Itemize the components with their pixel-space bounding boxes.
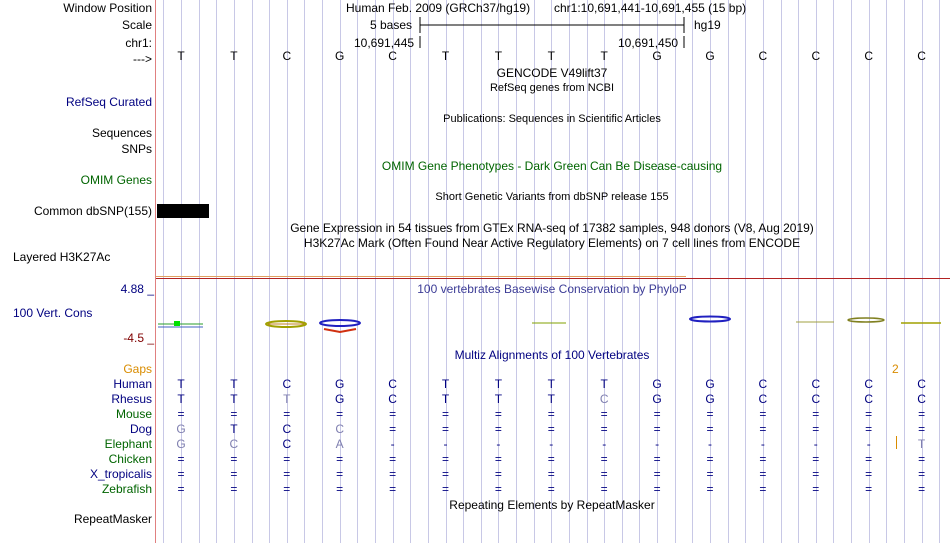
alignment-base: = bbox=[441, 407, 449, 421]
sequence-base: T bbox=[547, 49, 555, 63]
alignment-base: - bbox=[708, 437, 712, 451]
vert-cons-label[interactable]: 100 Vert. Cons bbox=[13, 306, 93, 320]
alignment-base: = bbox=[547, 422, 555, 436]
alignment-base: - bbox=[390, 437, 395, 451]
alignment-base: = bbox=[494, 482, 502, 496]
conservation-max-label: 4.88 _ bbox=[120, 282, 154, 296]
gaps-value: 2 bbox=[892, 362, 899, 376]
alignment-base: = bbox=[441, 482, 449, 496]
alignment-base: = bbox=[865, 482, 873, 496]
alignment-base: = bbox=[494, 452, 502, 466]
alignment-base: G bbox=[705, 377, 715, 391]
alignment-base: - bbox=[760, 437, 765, 451]
sequence-base: C bbox=[811, 49, 821, 63]
alignment-base: = bbox=[653, 452, 661, 466]
sequence-base: T bbox=[600, 49, 608, 63]
alignment-base: = bbox=[389, 467, 397, 481]
species-label-human[interactable]: Human bbox=[113, 377, 152, 391]
alignment-base: = bbox=[706, 452, 714, 466]
sequence-base: C bbox=[388, 49, 397, 63]
alignment-base: = bbox=[653, 467, 661, 481]
alignment-base: T bbox=[230, 392, 238, 406]
gtex-title: Gene Expression in 54 tissues from GTEx RNA-seq of 17382 samples, 948 donors (V8, Aug 2019) bbox=[290, 221, 814, 235]
alignment-base: - bbox=[496, 437, 501, 451]
sequence-base: T bbox=[441, 49, 450, 63]
alignment-base: = bbox=[547, 482, 555, 496]
alignment-base: = bbox=[389, 407, 397, 421]
alignment-base: = bbox=[812, 422, 820, 436]
alignment-base: T bbox=[547, 377, 555, 391]
alignment-base: = bbox=[177, 407, 185, 421]
alignment-base: = bbox=[812, 407, 820, 421]
alignment-base: = bbox=[706, 407, 714, 421]
alignment-base: = bbox=[389, 422, 397, 436]
position-text: chr1:10,691,441-10,691,455 (15 bp) bbox=[554, 1, 747, 15]
sequence-base: C bbox=[917, 49, 926, 63]
alignment-base: = bbox=[230, 482, 238, 496]
alignment-base: C bbox=[229, 437, 239, 451]
multiz-title: Multiz Alignments of 100 Vertebrates bbox=[454, 348, 650, 362]
alignment-base: = bbox=[283, 467, 291, 481]
common-dbsnp-label[interactable]: Common dbSNP(155) bbox=[33, 204, 152, 218]
alignment-base: C bbox=[811, 392, 821, 406]
alignment-base: = bbox=[812, 452, 820, 466]
alignment-base: C bbox=[335, 422, 345, 436]
alignment-base: = bbox=[230, 467, 238, 481]
layered-h3k27ac-label[interactable]: Layered H3K27Ac bbox=[13, 250, 111, 264]
refseq-curated-label[interactable]: RefSeq Curated bbox=[65, 95, 152, 109]
alignment-base: G bbox=[652, 377, 662, 391]
alignment-base: = bbox=[865, 422, 873, 436]
alignment-base: = bbox=[441, 422, 449, 436]
alignment-base: = bbox=[600, 422, 608, 436]
assembly-text: Human Feb. 2009 (GRCh37/hg19) bbox=[346, 1, 531, 15]
alignment-base: = bbox=[389, 452, 397, 466]
alignment-base: = bbox=[389, 482, 397, 496]
alignment-base: = bbox=[283, 482, 291, 496]
cons-mark bbox=[174, 321, 180, 326]
alignment-base: = bbox=[918, 407, 926, 421]
alignment-base: = bbox=[865, 467, 873, 481]
alignment-base: = bbox=[653, 482, 661, 496]
refseq-title: RefSeq genes from NCBI bbox=[489, 82, 615, 94]
alignment-base: G bbox=[176, 437, 186, 451]
alignment-base: = bbox=[494, 467, 502, 481]
alignment-base: C bbox=[864, 392, 874, 406]
species-label-rhesus[interactable]: Rhesus bbox=[111, 392, 152, 406]
alignment-base: C bbox=[599, 392, 609, 406]
alignment-base: = bbox=[865, 407, 873, 421]
alignment-base: = bbox=[600, 482, 608, 496]
sequence-base: C bbox=[864, 49, 874, 63]
h3k27ac-baseline bbox=[156, 278, 950, 279]
image-left-border bbox=[155, 0, 156, 543]
alignment-base: = bbox=[600, 467, 608, 481]
sequence-base: T bbox=[230, 49, 238, 63]
alignment-base: = bbox=[812, 467, 820, 481]
alignment-base: = bbox=[918, 452, 926, 466]
alignment-base: - bbox=[549, 437, 554, 451]
conservation-title: 100 vertebrates Basewise Conservation by PhyloP bbox=[417, 282, 687, 296]
alignment-base: = bbox=[494, 407, 502, 421]
alignment-base: T bbox=[917, 437, 926, 451]
alignment-base: = bbox=[283, 407, 291, 421]
alignment-base: C bbox=[917, 377, 926, 391]
alignment-base: C bbox=[864, 377, 874, 391]
alignment-base: = bbox=[600, 452, 608, 466]
alignment-base: T bbox=[547, 392, 555, 406]
sequences-label[interactable]: Sequences bbox=[91, 126, 152, 140]
h3k27ac-title: H3K27Ac Mark (Often Found Near Active Regulatory Elements) on 7 cell lines from ENCODE bbox=[303, 236, 801, 250]
alignment-base: = bbox=[918, 422, 926, 436]
db-text: hg19 bbox=[694, 18, 721, 32]
alignment-base: C bbox=[758, 392, 768, 406]
publications-title: Publications: Sequences in Scientific Articles bbox=[443, 113, 661, 125]
alignment-base: = bbox=[759, 467, 767, 481]
alignment-base: = bbox=[494, 422, 502, 436]
alignment-base: G bbox=[335, 377, 345, 391]
alignment-base: C bbox=[917, 392, 926, 406]
alignment-base: = bbox=[230, 407, 238, 421]
sequence-base: T bbox=[494, 49, 503, 63]
scale-text: 5 bases bbox=[370, 18, 413, 32]
sequence-base: G bbox=[705, 49, 715, 63]
alignment-base: G bbox=[335, 392, 345, 406]
species-label-elephant[interactable]: Elephant bbox=[104, 437, 152, 451]
conservation-min-label: -4.5 _ bbox=[123, 331, 154, 345]
alignment-base: - bbox=[602, 437, 607, 451]
repeatmasker-title: Repeating Elements by RepeatMasker bbox=[449, 498, 655, 512]
sequence-base: G bbox=[335, 49, 345, 63]
alignment-base: = bbox=[653, 407, 661, 421]
alignment-base: C bbox=[811, 377, 821, 391]
species-label-x_tropicalis[interactable]: X_tropicalis bbox=[89, 467, 152, 481]
alignment-base: G bbox=[176, 422, 186, 436]
repeatmasker-label[interactable]: RepeatMasker bbox=[73, 512, 152, 526]
alignment-base: - bbox=[866, 437, 871, 451]
alignment-base: = bbox=[336, 467, 344, 481]
alignment-base: C bbox=[282, 437, 292, 451]
alignment-base: = bbox=[706, 422, 714, 436]
alignment-base: = bbox=[230, 452, 238, 466]
alignment-base: = bbox=[441, 452, 449, 466]
alignment-base: T bbox=[441, 392, 450, 406]
alignment-base: = bbox=[283, 452, 291, 466]
dbsnp-variant-block[interactable] bbox=[157, 204, 209, 218]
species-label-zebrafish[interactable]: Zebrafish bbox=[101, 482, 152, 496]
alignment-base: C bbox=[282, 422, 292, 436]
alignment-base: = bbox=[547, 467, 555, 481]
alignment-base: G bbox=[705, 392, 715, 406]
alignment-base: = bbox=[336, 482, 344, 496]
alignment-base: - bbox=[813, 437, 818, 451]
alignment-base: T bbox=[600, 377, 608, 391]
gencode-title[interactable]: GENCODE V49lift37 bbox=[496, 66, 608, 80]
species-label-mouse[interactable]: Mouse bbox=[115, 407, 152, 421]
alignment-base: = bbox=[653, 422, 661, 436]
omim-title: OMIM Gene Phenotypes - Dark Green Can Be Disease-causing bbox=[381, 159, 723, 173]
alignment-base: - bbox=[443, 437, 448, 451]
alignment-base: T bbox=[177, 392, 185, 406]
elephant-insert-mark bbox=[896, 436, 897, 449]
sequence-base: C bbox=[758, 49, 768, 63]
alignment-base: = bbox=[759, 482, 767, 496]
strand-label: ---> bbox=[133, 52, 152, 66]
coord-left: 10,691,445 bbox=[354, 36, 415, 50]
alignment-base: C bbox=[388, 377, 397, 391]
alignment-base: = bbox=[918, 482, 926, 496]
alignment-base: = bbox=[441, 467, 449, 481]
window-position-label: Window Position bbox=[63, 1, 152, 15]
species-label-chicken[interactable]: Chicken bbox=[108, 452, 152, 466]
h3k27ac-signal-line bbox=[156, 276, 686, 277]
alignment-base: = bbox=[600, 407, 608, 421]
sequence-base: T bbox=[177, 49, 185, 63]
alignment-base: = bbox=[759, 407, 767, 421]
alignment-base: C bbox=[388, 392, 397, 406]
alignment-base: T bbox=[283, 392, 291, 406]
sequence-base: C bbox=[282, 49, 292, 63]
alignment-base: C bbox=[758, 377, 768, 391]
alignment-base: - bbox=[655, 437, 660, 451]
alignment-base: = bbox=[336, 407, 344, 421]
alignment-base: = bbox=[177, 467, 185, 481]
alignment-base: = bbox=[706, 482, 714, 496]
sequence-base: G bbox=[652, 49, 662, 63]
chrom-label: chr1: bbox=[125, 36, 152, 50]
scale-label: Scale bbox=[121, 18, 152, 32]
alignment-base: = bbox=[547, 452, 555, 466]
alignment-base: = bbox=[918, 467, 926, 481]
alignment-base: T bbox=[230, 377, 238, 391]
alignment-base: = bbox=[706, 467, 714, 481]
conservation-graph bbox=[156, 312, 950, 336]
alignment-base: = bbox=[336, 452, 344, 466]
alignment-base: T bbox=[230, 422, 238, 436]
alignment-base: G bbox=[652, 392, 662, 406]
dbsnp-title: Short Genetic Variants from dbSNP release 155 bbox=[435, 191, 669, 203]
alignment-base: C bbox=[282, 377, 292, 391]
gaps-label: Gaps bbox=[123, 362, 152, 376]
snps-label[interactable]: SNPs bbox=[121, 142, 152, 156]
alignment-base: A bbox=[335, 437, 344, 451]
alignment-base: = bbox=[177, 452, 185, 466]
alignment-base: T bbox=[441, 377, 450, 391]
alignment-base: = bbox=[547, 407, 555, 421]
alignment-base: = bbox=[177, 482, 185, 496]
coord-right: 10,691,450 bbox=[618, 36, 679, 50]
alignment-base: T bbox=[494, 392, 503, 406]
species-label-dog[interactable]: Dog bbox=[129, 422, 152, 436]
alignment-base: = bbox=[759, 422, 767, 436]
alignment-base: = bbox=[812, 482, 820, 496]
alignment-base: = bbox=[759, 452, 767, 466]
alignment-base: T bbox=[494, 377, 503, 391]
alignment-base: T bbox=[177, 377, 185, 391]
alignment-base: = bbox=[865, 452, 873, 466]
omim-genes-label[interactable]: OMIM Genes bbox=[80, 173, 152, 187]
